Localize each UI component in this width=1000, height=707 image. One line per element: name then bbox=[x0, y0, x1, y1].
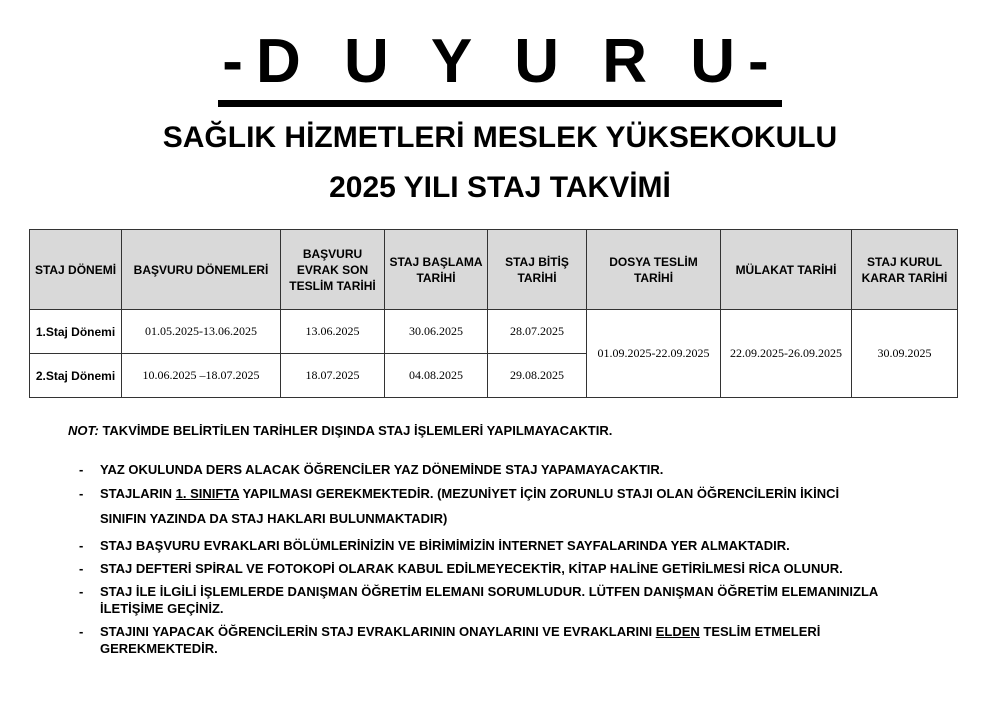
list-item-text: GEREKMEKTEDİR. bbox=[100, 641, 218, 656]
page-title: 2025 YILI STAJ TAKVİMİ bbox=[329, 171, 671, 204]
internship-calendar-table bbox=[29, 229, 958, 398]
table-row bbox=[30, 310, 958, 354]
end-date-cell: 29.08.2025 bbox=[488, 354, 587, 398]
list-item-text bbox=[100, 485, 960, 502]
announcement-heading bbox=[0, 26, 1000, 107]
bullet-dash: - bbox=[79, 462, 84, 477]
note-text: TAKVİMDE BELİRTİLEN TARİHLER DIŞINDA STAJ İŞLEMLERİ YAPILMAYACAKTIR. bbox=[102, 423, 613, 438]
start-date-cell: 30.06.2025 bbox=[385, 310, 488, 354]
text-segment: YAPILMASI GEREKMEKTEDİR. (MEZUNİYET İÇİN ZORUNLU STAJI OLAN ÖĞRENCİLERİN İKİNCİ bbox=[239, 486, 840, 501]
application-period-cell: 10.06.2025 –18.07.2025 bbox=[122, 354, 281, 398]
column-header: STAJ BAŞLAMA TARİHİ bbox=[385, 230, 488, 310]
file-submission-cell: 01.09.2025-22.09.2025 bbox=[587, 310, 721, 398]
column-header: DOSYA TESLİM TARİHİ bbox=[587, 230, 721, 310]
interview-date-cell: 22.09.2025-26.09.2025 bbox=[721, 310, 852, 398]
table-header-row bbox=[30, 230, 958, 310]
deadline-cell: 13.06.2025 bbox=[281, 310, 385, 354]
column-header: BAŞVURU EVRAK SON TESLİM TARİHİ bbox=[281, 230, 385, 310]
end-date-cell: 28.07.2025 bbox=[488, 310, 587, 354]
column-header: STAJ KURUL KARAR TARİHİ bbox=[852, 230, 958, 310]
bullet-dash: - bbox=[79, 486, 84, 501]
headline-text: -D U Y U R U- bbox=[218, 26, 781, 107]
column-header: STAJ BİTİŞ TARİHİ bbox=[488, 230, 587, 310]
board-decision-cell: 30.09.2025 bbox=[852, 310, 958, 398]
text-segment: STAJINI YAPACAK ÖĞRENCİLERİN STAJ EVRAKLARININ ONAYLARINI VE EVRAKLARINI bbox=[100, 624, 656, 639]
list-item-text bbox=[100, 623, 960, 640]
note-label: NOT: bbox=[68, 423, 99, 438]
bullet-dash: - bbox=[79, 561, 84, 576]
column-header: BAŞVURU DÖNEMLERİ bbox=[122, 230, 281, 310]
column-header: MÜLAKAT TARİHİ bbox=[721, 230, 852, 310]
list-item-text: STAJ İLE İLGİLİ İŞLEMLERDE DANIŞMAN ÖĞRETİM ELEMANI SORUMLUDUR. LÜTFEN DANIŞMAN ÖĞRETİM ELEMANINIZLA bbox=[100, 584, 879, 599]
note-line bbox=[68, 423, 612, 438]
deadline-cell: 18.07.2025 bbox=[281, 354, 385, 398]
text-segment: STAJLARIN bbox=[100, 486, 176, 501]
school-name: SAĞLIK HİZMETLERİ MESLEK YÜKSEKOKULU bbox=[162, 121, 838, 154]
list-item-text: STAJ DEFTERİ SPİRAL VE FOTOKOPİ OLARAK KABUL EDİLMEYECEKTİR, KİTAP HALİNE GETİRİLMESİ RİCA OLUNUR. bbox=[100, 561, 843, 576]
text-segment: TESLİM ETMELERİ bbox=[699, 624, 821, 639]
bullet-dash: - bbox=[79, 624, 84, 639]
bullet-dash: - bbox=[79, 584, 84, 599]
period-cell: 1.Staj Dönemi bbox=[30, 310, 122, 354]
bullet-dash: - bbox=[79, 538, 84, 553]
list-item-text: SINIFIN YAZINDA DA STAJ HAKLARI BULUNMAKTADIR) bbox=[100, 511, 448, 526]
start-date-cell: 04.08.2025 bbox=[385, 354, 488, 398]
underlined-text: 1. SINIFTA bbox=[175, 486, 240, 501]
underlined-text: ELDEN bbox=[655, 624, 700, 639]
list-item-text: YAZ OKULUNDA DERS ALACAK ÖĞRENCİLER YAZ DÖNEMİNDE STAJ YAPAMAYACAKTIR. bbox=[100, 462, 664, 477]
list-item-text: STAJ BAŞVURU EVRAKLARI BÖLÜMLERİNİZİN VE BİRİMİMİZİN İNTERNET SAYFALARINDA YER ALMAKTADIR. bbox=[100, 538, 790, 553]
application-period-cell: 01.05.2025-13.06.2025 bbox=[122, 310, 281, 354]
list-item-text: İLETİŞİME GEÇİNİZ. bbox=[100, 601, 224, 616]
column-header: STAJ DÖNEMİ bbox=[30, 230, 122, 310]
period-cell: 2.Staj Dönemi bbox=[30, 354, 122, 398]
